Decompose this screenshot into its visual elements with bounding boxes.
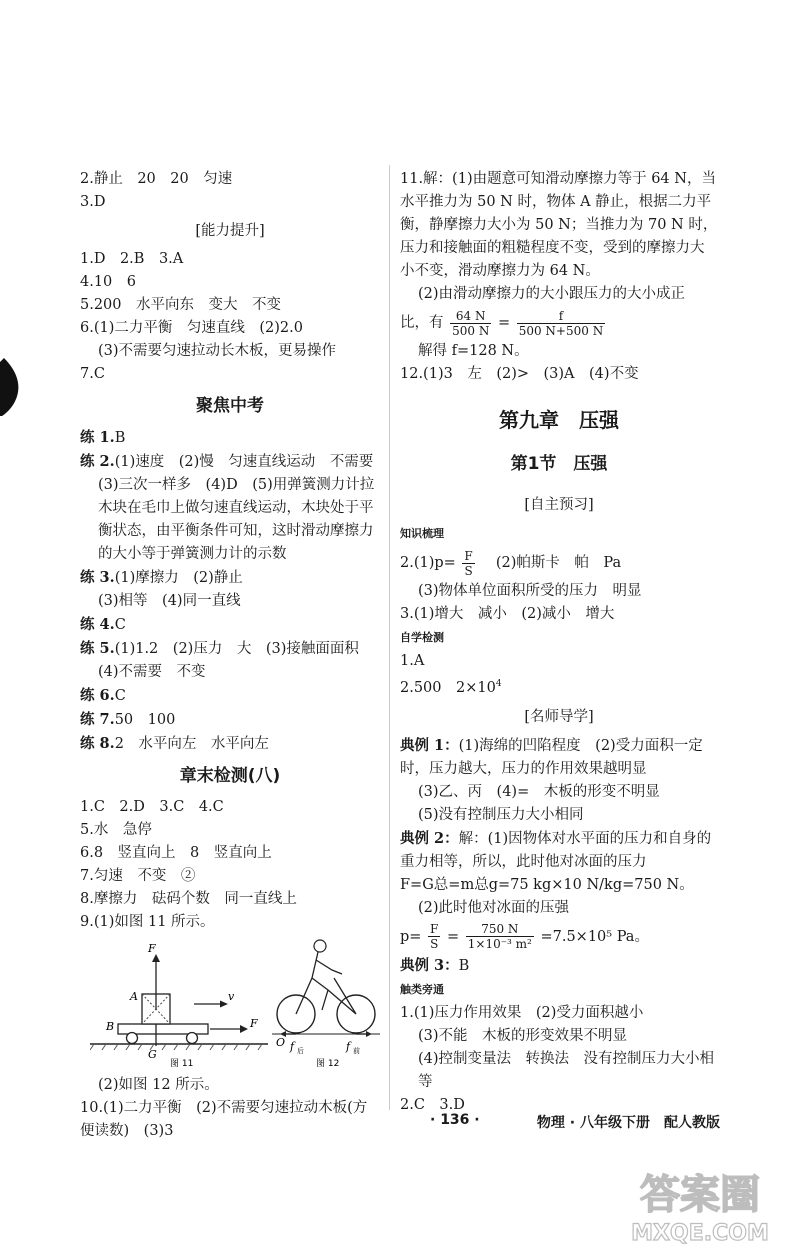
- figure-11-force-diagram: [90, 938, 270, 1068]
- example-item: 典例 3：B: [400, 956, 470, 974]
- svg-text:B: B: [106, 1020, 115, 1033]
- answer-line: (3)乙、丙 (4)= 木板的形变不明显: [418, 783, 660, 800]
- answer-line: 3.(1)增大 减小 (2)减小 增大: [400, 606, 615, 622]
- answer-paragraph: 11.解：(1)由题意可知滑动摩擦力等于 64 N，当水平推力为 50 N 时，物体 A 静止，根据二力平衡，静摩擦力大小为 50 N；当推力为 70 N 时，压力和接触面的粗糙程度不变，受到的摩擦力大小不变，滑动摩擦力为 64 N。: [400, 171, 718, 279]
- svg-text:F: F: [250, 1017, 258, 1030]
- svg-text:答案圈: 答案圈: [640, 1172, 760, 1218]
- svg-text:MXQE.COM: MXQE.COM: [631, 1221, 769, 1246]
- practice-label: 练 4.: [80, 616, 115, 633]
- svg-text:f: f: [290, 1040, 295, 1053]
- answer-line: 2.静止 20 20 匀速: [80, 171, 233, 187]
- column-divider: [389, 165, 390, 1110]
- section-heading: 聚焦中考: [196, 396, 264, 416]
- example-label: 典例 2：: [400, 829, 459, 847]
- example-item: 典例 1：(1)海绵的凹陷程度 (2)受力面积一定时，压力越大，压力的作用效果越明显: [400, 736, 703, 777]
- answer-line: (2)此时他对冰面的压强: [418, 899, 570, 916]
- svg-text:A: A: [130, 990, 138, 1003]
- fraction: $\frac{64 N}{500 N}$: [452, 308, 490, 338]
- subsection-heading: [自主预习]: [524, 497, 594, 513]
- answer-line: 2.500 $2\times 10^4$: [400, 679, 502, 696]
- answer-line: 1.(1)压力作用效果 (2)受力面积越小: [400, 1004, 644, 1021]
- answer-line: 9.(1)如图 11 所示。: [80, 914, 215, 930]
- practice-label: 练 2.: [80, 453, 115, 470]
- practice-item: 练 3.(1)摩擦力 (2)静止: [80, 569, 243, 586]
- practice-label: 练 8.: [80, 735, 115, 752]
- fraction: $\frac{F}{S}$: [430, 922, 439, 952]
- section-title: 第1节 压强: [510, 454, 608, 474]
- svg-text:图 11: 图 11: [170, 1059, 194, 1068]
- practice-item: 练 6.C: [80, 687, 126, 704]
- answer-line: 1.C 2.D 3.C 4.C: [80, 799, 224, 815]
- answer-line: 1.D 2.B 3.A: [80, 251, 184, 267]
- watermark-logo: [610, 1160, 790, 1250]
- answer-line: 6.8 竖直向上 8 竖直向上: [80, 845, 272, 861]
- fraction: $\frac{F}{S}$: [464, 548, 473, 578]
- practice-item: 练 1.B: [80, 429, 126, 446]
- svg-text:后: 后: [297, 1047, 304, 1055]
- answer-line: F=G总=m总g=75 kg×10 N/kg=750 N。: [400, 876, 694, 893]
- svg-text:f: f: [346, 1040, 351, 1053]
- answer-line: (2)由滑动摩擦力的大小跟压力的大小成正: [418, 286, 686, 302]
- svg-text:v: v: [228, 990, 235, 1003]
- label-tag: 知识梳理: [400, 527, 444, 540]
- page-edge-mark: [0, 358, 22, 416]
- practice-item: 练 7.50 100: [80, 711, 176, 728]
- answer-line: 解得 f=128 N。: [418, 343, 529, 359]
- pressure-calculation: p= $\frac{F}{S}$ = $\frac{750 N}{\text{1×10⁻³ m²}}$ =7.5×10⁵ Pa。: [400, 922, 649, 952]
- answer-line: 6.(1)二力平衡 匀速直线 (2)2.0: [80, 320, 303, 336]
- answer-line: (5)没有控制压力大小相同: [418, 806, 584, 823]
- answer-line: 12.(1)3 左 (2)> (3)A (4)不变: [400, 366, 639, 382]
- answer-line: 8.摩擦力 砝码个数 同一直线上: [80, 891, 297, 907]
- book-info: 物理 · 八年级下册 配人教版: [536, 1115, 720, 1131]
- answer-line: (4)不需要 不变: [98, 664, 206, 680]
- label-tag: 自学检测: [400, 631, 444, 644]
- practice-item: 练 5.(1)1.2 (2)压力 大 (3)接触面面积: [80, 640, 359, 657]
- answer-line: 3.D: [80, 194, 106, 210]
- example-label: 典例 3：: [400, 956, 459, 974]
- answer-line: 5.200 水平向东 变大 不变: [80, 297, 282, 313]
- right-column: [400, 168, 718, 1117]
- left-column: [80, 168, 380, 1143]
- practice-item: 练 8.2 水平向左 水平向左: [80, 735, 269, 752]
- answer-line: (3)相等 (4)同一直线: [98, 593, 241, 609]
- practice-label: 练 5.: [80, 640, 115, 657]
- example-item: 典例 2：解：(1)因物体对水平面的压力和自身的重力相等，所以，此时他对冰面的压力: [400, 829, 712, 870]
- answer-line: 1.A: [400, 653, 425, 669]
- subsection-heading: [名师导学]: [524, 708, 594, 725]
- svg-text:前: 前: [353, 1047, 360, 1055]
- practice-item: 练 2.(1)速度 (2)慢 匀速直线运动 不需要: [80, 453, 374, 470]
- answer-line: (3)不能 木板的形变效果不明显: [418, 1027, 628, 1044]
- practice-label: 练 3.: [80, 569, 115, 586]
- practice-item: 练 4.C: [80, 616, 126, 633]
- label-tag: 触类旁通: [400, 982, 444, 996]
- practice-label: 练 6.: [80, 687, 115, 704]
- answer-paragraph: (3)三次一样多 (4)D (5)用弹簧测力计拉木块在毛巾上做匀速直线运动，木块处于平衡状态，由平衡条件可知，这时滑动摩擦力的大小等于弹簧测力计的示数: [98, 477, 375, 562]
- practice-label: 练 7.: [80, 711, 115, 728]
- section-heading: 章末检测(八): [179, 766, 281, 786]
- pressure-formula: 2.(1)p= $\frac{F}{S}$ (2)帕斯卡 帕 Pa: [400, 548, 622, 578]
- svg-text:O: O: [276, 1036, 286, 1049]
- page-footer: [390, 1112, 720, 1136]
- fraction: $\frac{f}{500 N+500 N}$: [518, 308, 604, 338]
- svg-text:图 12: 图 12: [316, 1059, 340, 1068]
- proportion-formula: 比，有 $\frac{64 N}{500 N}$ = $\frac{f}{500 N+500 N}$: [400, 308, 604, 338]
- fraction: $\frac{750 N}{\text{1×10⁻³ m²}}$: [467, 922, 532, 952]
- answer-line: 4.10 6: [80, 274, 137, 290]
- answer-paragraph: 10.(1)二力平衡 (2)不需要匀速拉动木板(方便读数) (3)3: [80, 1100, 368, 1139]
- figure-12-bicycle-diagram: [272, 938, 382, 1068]
- answer-line: 2.C 3.D: [400, 1096, 465, 1113]
- svg-text:G: G: [148, 1048, 157, 1061]
- page-number: · 136 ·: [430, 1112, 480, 1128]
- answer-line: 5.水 急停: [80, 822, 152, 838]
- chapter-title: 第九章 压强: [499, 408, 619, 432]
- practice-label: 练 1.: [80, 429, 115, 446]
- svg-text:F: F: [148, 942, 156, 955]
- answer-paragraph: (4)控制变量法 转换法 没有控制压力大小相等: [418, 1050, 715, 1090]
- answer-line: 7.C: [80, 366, 105, 382]
- example-label: 典例 1：: [400, 736, 459, 754]
- answer-line: (2)如图 12 所示。: [98, 1077, 219, 1093]
- answer-line: (3)不需要匀速拉动长木板，更易操作: [98, 343, 337, 359]
- figures: [80, 938, 380, 1068]
- subsection-heading: [能力提升]: [195, 223, 265, 239]
- answer-line: (3)物体单位面积所受的压力 明显: [418, 583, 642, 599]
- answer-line: 7.匀速 不变 ②: [80, 868, 196, 884]
